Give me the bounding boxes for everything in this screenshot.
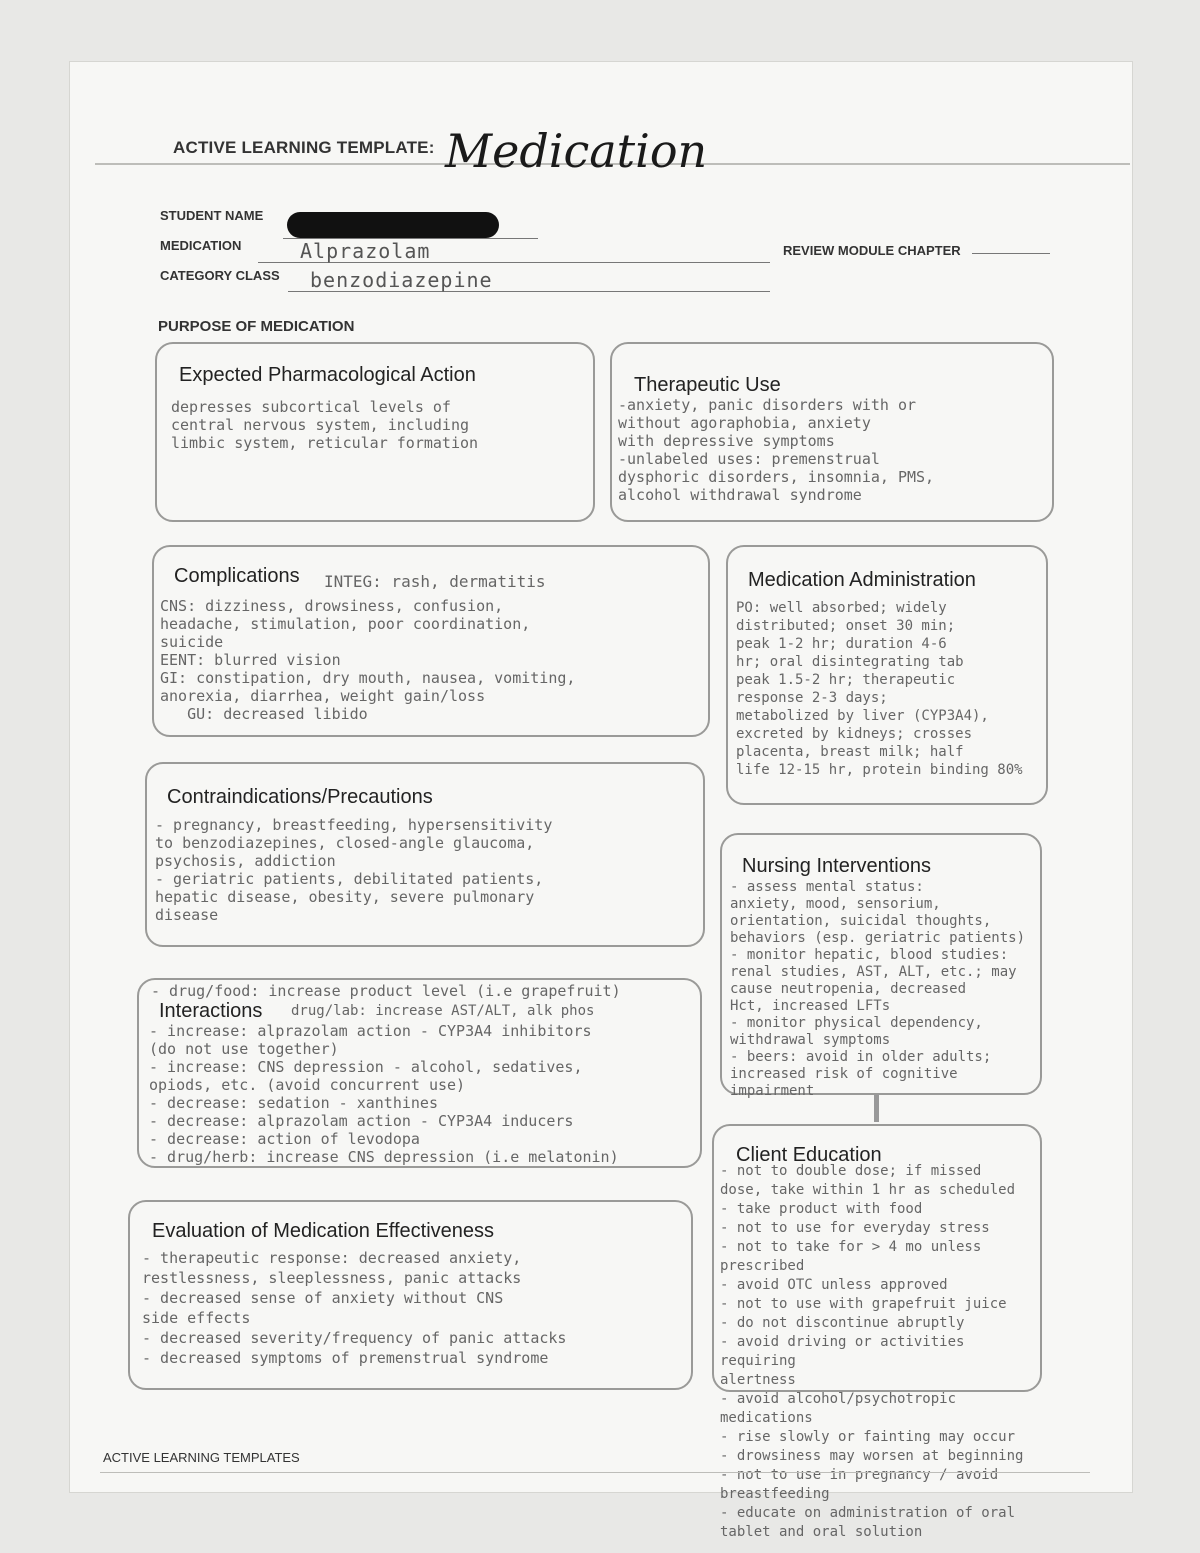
nursing-interventions-title: Nursing Interventions (742, 855, 931, 877)
contraindications-text: - pregnancy, breastfeeding, hypersensitivity to benzodiazepines, closed-angle glaucoma, psychosis, addiction - geriatric patients, debilitated patients, hepatic disease, obesity, severe pulmonary disease (155, 816, 553, 924)
therapeutic-use-title: Therapeutic Use (634, 374, 781, 396)
page-title: Medication (445, 124, 708, 178)
evaluation-box (128, 1200, 693, 1390)
client-education-text: - not to double dose; if missed dose, take within 1 hr as scheduled - take product with food - not to use for everyday stress - not to take for > 4 mo unless prescribed - avoid OTC unless approved - not to use with grapefruit juice - do not discontinue abruptly - avoid driving or activities requiring alertness - avoid alcohol/psychotropic medications - rise slowly or fainting may occur - drowsiness may worsen at beginning - not to use in pregnancy / avoid breastfeeding - educate on administration of oral tablet and oral solution (720, 1163, 1024, 1540)
medication-value: Alprazolam (300, 239, 431, 263)
administration-text: PO: well absorbed; widely distributed; onset 30 min; peak 1-2 hr; duration 4-6 hr; oral disintegrating tab peak 1.5-2 hr; therapeutic response 2-3 days; metabolized by liver (CYP3A4), excreted by kidneys; crosses placenta, breast milk; half life 12-15 hr, protein binding 80% (736, 600, 1023, 778)
connector-line (874, 1094, 879, 1122)
pharm-action-box (155, 342, 595, 522)
pharm-action-title: Expected Pharmacological Action (179, 364, 476, 386)
student-name-label: STUDENT NAME (160, 208, 264, 223)
contraindications-title: Contraindications/Precautions (167, 786, 433, 808)
template-label: ACTIVE LEARNING TEMPLATE: (173, 138, 435, 157)
purpose-heading: PURPOSE OF MEDICATION (158, 318, 355, 335)
evaluation-title: Evaluation of Medication Effectiveness (152, 1220, 495, 1242)
administration-title: Medication Administration (748, 569, 976, 591)
therapeutic-use-box (610, 342, 1054, 522)
pharm-action-text: depresses subcortical levels of central nervous system, including limbic system, reticular formation (171, 398, 479, 452)
redacted-name (287, 212, 499, 238)
complications-text: CNS: dizziness, drowsiness, confusion, headache, stimulation, poor coordination, suicide EENT: blurred vision GI: constipation, dry mouth, nausea, vomiting, anorexia, diarrhea, weight gain/loss GU: decreased libido (160, 597, 576, 723)
interactions-text: - increase: alprazolam action - CYP3A4 inhibitors (do not use together) - increase: CNS depression - alcohol, sedatives, opiods, etc. (avoid concurrent use) - decrease: sedation - xanthines - decrease: alprazolam action - CYP3A4 inducers - decrease: action of levodopa - drug/herb: increase CNS depression (i.e melatonin) (149, 1022, 619, 1166)
evaluation-text: - therapeutic response: decreased anxiety, restlessness, sleeplessness, panic attacks - decreased sense of anxiety without CNS side effects - decreased severity/frequency of panic attacks - decreased symptoms of premenstrual syndrome (142, 1249, 567, 1367)
review-chapter-line (972, 253, 1050, 254)
client-education-title: Client Education (736, 1144, 882, 1166)
category-label: CATEGORY CLASS (160, 268, 280, 283)
complications-box (152, 545, 710, 737)
complications-integ: INTEG: rash, dermatitis (324, 572, 546, 591)
interactions-drug-food: - drug/food: increase product level (i.e grapefruit) (151, 982, 621, 1000)
footer-label: ACTIVE LEARNING TEMPLATES (103, 1450, 300, 1465)
complications-title: Complications (174, 565, 300, 587)
client-education-box (712, 1124, 1042, 1540)
nursing-interventions-text: - assess mental status: anxiety, mood, sensorium, orientation, suicidal thoughts, behaviors (esp. geriatric patients) - monitor hepatic, blood studies: renal studies, AST, ALT, etc.; may cause neutropenia, decreased Hct, increased LFTs - monitor physical dependency, withdrawal symptoms - beers: avoid in older adults; increased risk of cognitive impairment (730, 879, 1026, 1099)
medication-label: MEDICATION (160, 238, 242, 253)
interactions-title: Interactions (159, 1000, 263, 1022)
footer-rule (100, 1472, 1090, 1473)
category-value: benzodiazepine (310, 268, 493, 292)
therapeutic-use-text: -anxiety, panic disorders with or without agoraphobia, anxiety with depressive symptoms -unlabeled uses: premenstrual dysphoric disorders, insomnia, PMS, alcohol withdrawal syndrome (618, 396, 935, 504)
nursing-interventions-box (720, 833, 1042, 1099)
review-chapter-label: REVIEW MODULE CHAPTER (783, 243, 961, 258)
interactions-drug-lab: drug/lab: increase AST/ALT, alk phos (291, 1003, 595, 1019)
contraindications-box (145, 762, 705, 947)
interactions-box (137, 978, 702, 1168)
administration-box (726, 545, 1048, 805)
